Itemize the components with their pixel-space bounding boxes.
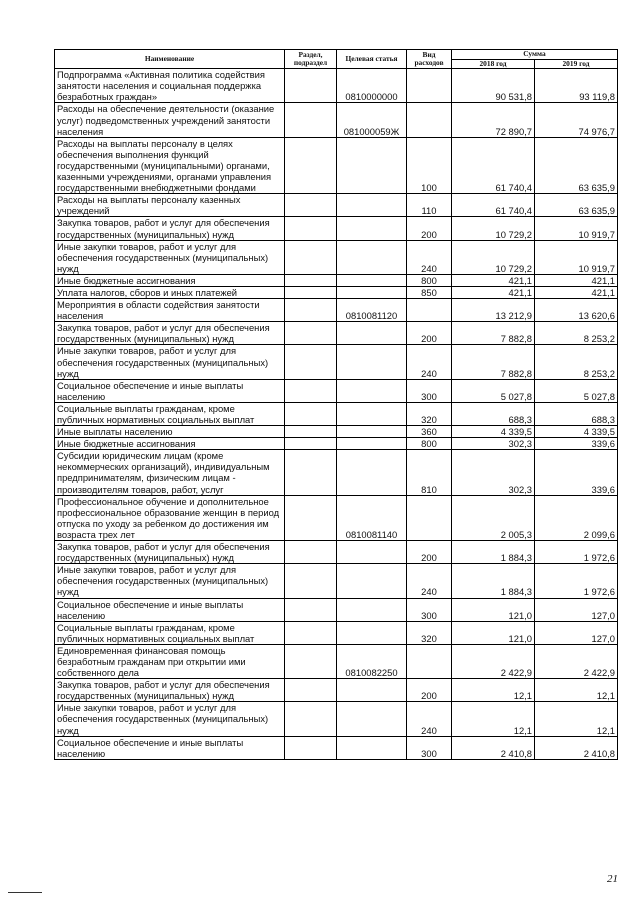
cell-y2018: 13 212,9 [452,299,535,322]
cell-target: 081000059Ж [337,103,407,137]
table-header [55,50,618,69]
cell-y2019: 12,1 [535,702,618,736]
cell-name: Иные бюджетные ассигнования [55,438,285,450]
cell-name: Субсидии юридическим лицам (кроме некоммерческих организаций), индивидуальным предпринимателям, физическим лицам - производителям товаров, работ, услуг [55,450,285,495]
table-row [55,495,618,540]
table-row [55,299,618,322]
cell-name: Иные закупки товаров, работ и услуг для обеспечения государственных (муниципальных) нужд [55,345,285,379]
cell-type: 240 [407,564,452,598]
cell-section [285,69,337,103]
cell-type: 200 [407,679,452,702]
cell-y2018: 421,1 [452,274,535,286]
cell-y2019: 339,6 [535,450,618,495]
cell-section [285,495,337,540]
cell-target [337,217,407,240]
cell-y2019: 63 635,9 [535,137,618,193]
cell-section [285,322,337,345]
table-row [55,564,618,598]
cell-y2018: 1 884,3 [452,541,535,564]
cell-type [407,299,452,322]
cell-type: 850 [407,286,452,298]
cell-target [337,450,407,495]
cell-section [285,426,337,438]
cell-name: Социальные выплаты гражданам, кроме публичных нормативных социальных выплат [55,621,285,644]
table-row [55,137,618,193]
cell-name: Расходы на выплаты персоналу казенных учреждений [55,194,285,217]
table-row [55,274,618,286]
cell-target [337,679,407,702]
cell-type: 240 [407,240,452,274]
cell-target [337,322,407,345]
cell-type: 200 [407,541,452,564]
cell-target [337,702,407,736]
cell-target [337,426,407,438]
cell-name: Закупка товаров, работ и услуг для обеспечения государственных (муниципальных) нужд [55,541,285,564]
table-row [55,69,618,103]
cell-target [337,345,407,379]
cell-type: 800 [407,438,452,450]
cell-target [337,736,407,759]
cell-target [337,438,407,450]
cell-type: 360 [407,426,452,438]
cell-name: Подпрограмма «Активная политика содействия занятости населения и социальная поддержка безработных граждан» [55,69,285,103]
cell-y2019: 10 919,7 [535,240,618,274]
cell-section [285,450,337,495]
cell-y2019: 339,6 [535,438,618,450]
cell-section [285,345,337,379]
cell-type: 810 [407,450,452,495]
cell-y2019: 2 422,9 [535,644,618,678]
cell-y2018: 12,1 [452,679,535,702]
cell-target [337,564,407,598]
cell-target [337,194,407,217]
cell-y2019: 13 620,6 [535,299,618,322]
cell-y2018: 302,3 [452,450,535,495]
cell-section [285,286,337,298]
table-row [55,217,618,240]
table-row [55,426,618,438]
cell-name: Закупка товаров, работ и услуг для обеспечения государственных (муниципальных) нужд [55,217,285,240]
header-target: Целевая статья [337,50,407,69]
cell-section [285,564,337,598]
budget-table [54,49,618,760]
cell-y2018: 121,0 [452,598,535,621]
cell-y2018: 302,3 [452,438,535,450]
cell-y2018: 421,1 [452,286,535,298]
table-row [55,345,618,379]
cell-y2019: 4 339,5 [535,426,618,438]
header-expense-type: Вид расходов [407,50,452,69]
cell-target: 0810081120 [337,299,407,322]
table-row [55,736,618,759]
cell-section [285,644,337,678]
cell-y2018: 2 422,9 [452,644,535,678]
cell-y2018: 2 005,3 [452,495,535,540]
cell-target: 0810081140 [337,495,407,540]
cell-name: Расходы на обеспечение деятельности (оказание услуг) подведомственных учреждений занятости населения [55,103,285,137]
cell-target [337,598,407,621]
cell-type [407,644,452,678]
cell-section [285,402,337,425]
cell-y2018: 1 884,3 [452,564,535,598]
cell-target [337,541,407,564]
cell-y2018: 12,1 [452,702,535,736]
cell-y2018: 121,0 [452,621,535,644]
cell-name: Иные бюджетные ассигнования [55,274,285,286]
table-row [55,322,618,345]
cell-y2019: 8 253,2 [535,322,618,345]
cell-y2018: 4 339,5 [452,426,535,438]
cell-y2019: 10 919,7 [535,217,618,240]
cell-type: 300 [407,379,452,402]
cell-y2019: 8 253,2 [535,345,618,379]
cell-name: Социальное обеспечение и иные выплаты населению [55,736,285,759]
cell-y2019: 688,3 [535,402,618,425]
header-year-2018: 2018 год [452,59,535,69]
cell-type: 110 [407,194,452,217]
table-row [55,679,618,702]
cell-y2019: 1 972,6 [535,564,618,598]
cell-target: 0810000000 [337,69,407,103]
cell-y2018: 7 882,8 [452,322,535,345]
cell-y2019: 2 410,8 [535,736,618,759]
cell-target [337,379,407,402]
cell-target [337,286,407,298]
cell-type: 240 [407,702,452,736]
cell-target [337,274,407,286]
cell-section [285,679,337,702]
cell-y2019: 12,1 [535,679,618,702]
cell-type [407,495,452,540]
cell-y2019: 421,1 [535,274,618,286]
cell-section [285,702,337,736]
footer-rule [8,892,42,893]
table-row [55,598,618,621]
cell-section [285,274,337,286]
cell-section [285,299,337,322]
table-row [55,541,618,564]
header-sum: Сумма [452,50,618,60]
cell-name: Социальное обеспечение и иные выплаты населению [55,598,285,621]
table-row [55,379,618,402]
cell-target [337,137,407,193]
header-section: Раздел, подраздел [285,50,337,69]
table-row [55,621,618,644]
table-row [55,402,618,425]
cell-name: Иные закупки товаров, работ и услуг для обеспечения государственных (муниципальных) нужд [55,564,285,598]
table-row [55,240,618,274]
table-row [55,450,618,495]
cell-y2018: 72 890,7 [452,103,535,137]
cell-y2019: 74 976,7 [535,103,618,137]
cell-section [285,137,337,193]
cell-y2018: 10 729,2 [452,240,535,274]
cell-y2018: 61 740,4 [452,137,535,193]
cell-name: Единовременная финансовая помощь безработным гражданам при открытии ими собственного дела [55,644,285,678]
cell-y2019: 1 972,6 [535,541,618,564]
cell-name: Мероприятия в области содействия занятости населения [55,299,285,322]
cell-name: Социальное обеспечение и иные выплаты населению [55,379,285,402]
cell-y2019: 5 027,8 [535,379,618,402]
cell-section [285,438,337,450]
table-row [55,702,618,736]
cell-y2019: 2 099,6 [535,495,618,540]
cell-section [285,217,337,240]
cell-y2018: 688,3 [452,402,535,425]
cell-name: Закупка товаров, работ и услуг для обеспечения государственных (муниципальных) нужд [55,679,285,702]
cell-y2018: 90 531,8 [452,69,535,103]
cell-name: Закупка товаров, работ и услуг для обеспечения государственных (муниципальных) нужд [55,322,285,345]
page-number: 21 [607,873,618,885]
cell-y2018: 10 729,2 [452,217,535,240]
cell-section [285,240,337,274]
table-row [55,194,618,217]
cell-target [337,240,407,274]
cell-y2019: 127,0 [535,598,618,621]
table-row [55,644,618,678]
cell-name: Профессиональное обучение и дополнительное профессиональное образование женщин в период отпуска по уходу за ребенком до достижения им возраста трех лет [55,495,285,540]
cell-y2019: 127,0 [535,621,618,644]
cell-name: Расходы на выплаты персоналу в целях обеспечения выполнения функций государственными (муниципальными) органами, казенными учреждениями, органами управления государственными внебюджетными фондами [55,137,285,193]
table-body [55,69,618,760]
cell-type: 100 [407,137,452,193]
table-row [55,103,618,137]
cell-section [285,621,337,644]
cell-y2019: 421,1 [535,286,618,298]
header-year-2019: 2019 год [535,59,618,69]
cell-section [285,194,337,217]
header-name: Наименование [55,50,285,69]
cell-section [285,598,337,621]
table-row [55,438,618,450]
cell-target [337,402,407,425]
table-row [55,286,618,298]
cell-name: Иные закупки товаров, работ и услуг для обеспечения государственных (муниципальных) нужд [55,702,285,736]
cell-name: Иные выплаты населению [55,426,285,438]
cell-type: 240 [407,345,452,379]
cell-section [285,103,337,137]
cell-section [285,379,337,402]
cell-name: Иные закупки товаров, работ и услуг для обеспечения государственных (муниципальных) нужд [55,240,285,274]
cell-target [337,621,407,644]
cell-y2018: 61 740,4 [452,194,535,217]
cell-target: 0810082250 [337,644,407,678]
cell-type: 200 [407,217,452,240]
cell-name: Уплата налогов, сборов и иных платежей [55,286,285,298]
cell-section [285,541,337,564]
cell-y2019: 93 119,8 [535,69,618,103]
cell-section [285,736,337,759]
cell-type: 200 [407,322,452,345]
cell-y2018: 5 027,8 [452,379,535,402]
cell-name: Социальные выплаты гражданам, кроме публичных нормативных социальных выплат [55,402,285,425]
cell-type: 300 [407,736,452,759]
cell-type: 320 [407,621,452,644]
budget-sheet [54,49,617,760]
cell-type: 320 [407,402,452,425]
cell-type: 300 [407,598,452,621]
cell-y2019: 63 635,9 [535,194,618,217]
cell-type: 800 [407,274,452,286]
cell-type [407,103,452,137]
cell-y2018: 7 882,8 [452,345,535,379]
cell-y2018: 2 410,8 [452,736,535,759]
cell-type [407,69,452,103]
